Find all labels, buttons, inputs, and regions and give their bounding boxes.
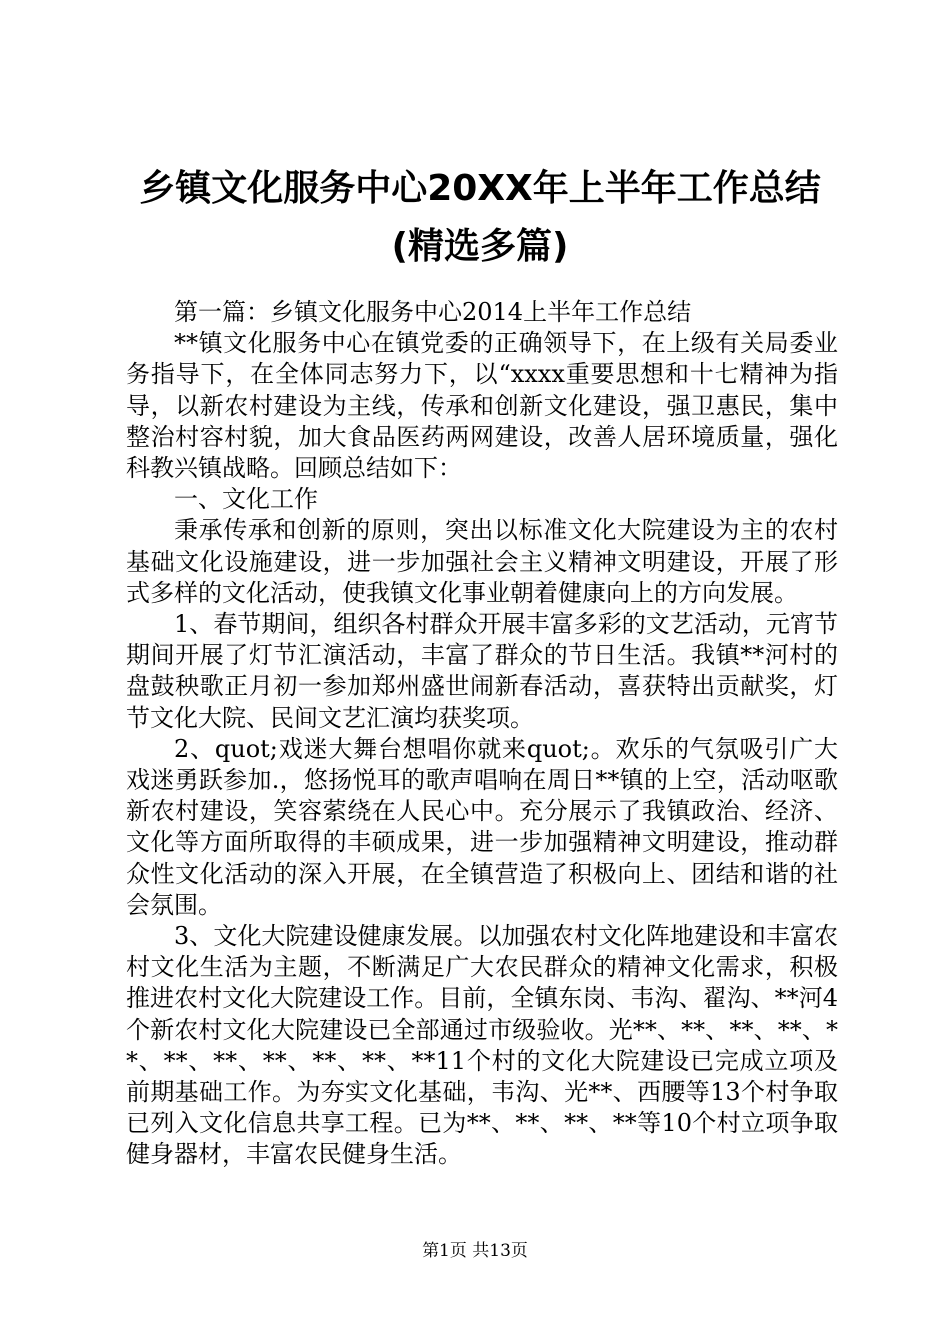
paragraph-item-2: 2、quot;戏迷大舞台想唱你就来quot;。欢乐的气氛吸引广大戏迷勇跃参加.，悠扬悦耳的歌声唱响在周日**镇的上空，活动呕歌新农村建设，笑容萦绕在人民心中。充分展示了我镇政治、经济、文化等方面所取得的丰硕成果，进一步加强精神文明建设，推动群众性文化活动的深入开展，在全镇营造了积极向上、团结和谐的社会氛围。 [126, 734, 838, 919]
paragraph-section-heading: 第一篇：乡镇文化服务中心2014上半年工作总结 [174, 298, 692, 326]
paragraph-subheading: 一、文化工作 [174, 485, 318, 514]
paragraph-principle: 秉承传承和创新的原则，突出以标准文化大院建设为主的农村基础文化设施建设，进一步加强社会主义精神文明建设，开展了形式多样的文化活动，使我镇文化事业朝着健康向上的方向发展。 [126, 516, 838, 607]
paragraph-intro: **镇文化服务中心在镇党委的正确领导下，在上级有关局委业务指导下，在全体同志努力下，以“xxxx重要思想和十七精神为指导，以新农村建设为主线，传承和创新文化建设，强卫惠民，集中整治村容村貌，加大食品医药两网建设，改善人居环境质量，强化科教兴镇战略。回顾总结如下： [126, 329, 838, 483]
paragraph-item-1: 1、春节期间，组织各村群众开展丰富多彩的文艺活动，元宵节期间开展了灯节汇演活动，丰富了群众的节日生活。我镇**河村的盘鼓秧歌正月初一参加郑州盛世闹新春活动，喜获特出贡献奖，灯节文化大院、民间文艺汇演均获奖项。 [126, 610, 838, 732]
document-body [126, 297, 838, 1171]
paragraph-item-3: 3、文化大院建设健康发展。以加强农村文化阵地建设和丰富农村文化生活为主题，不断满足广大农民群众的精神文化需求，积极推进农村文化大院建设工作。目前，全镇东岗、韦沟、翟沟、**河4个新农村文化大院建设已全部通过市级验收。光**、**、**、**、**、**、**、**、**、**、**11个村的文化大院建设已完成立项及前期基础工作。为夯实文化基础，韦沟、光**、西腰等13个村争取已列入文化信息共享工程。已为**、**、**、**等10个村立项争取健身器材，丰富农民健身生活。 [126, 922, 838, 1169]
document-title: 乡镇文化服务中心20XX年上半年工作总结(精选多篇) [139, 168, 821, 267]
page-footer: 第1页 共13页 [422, 1241, 528, 1261]
